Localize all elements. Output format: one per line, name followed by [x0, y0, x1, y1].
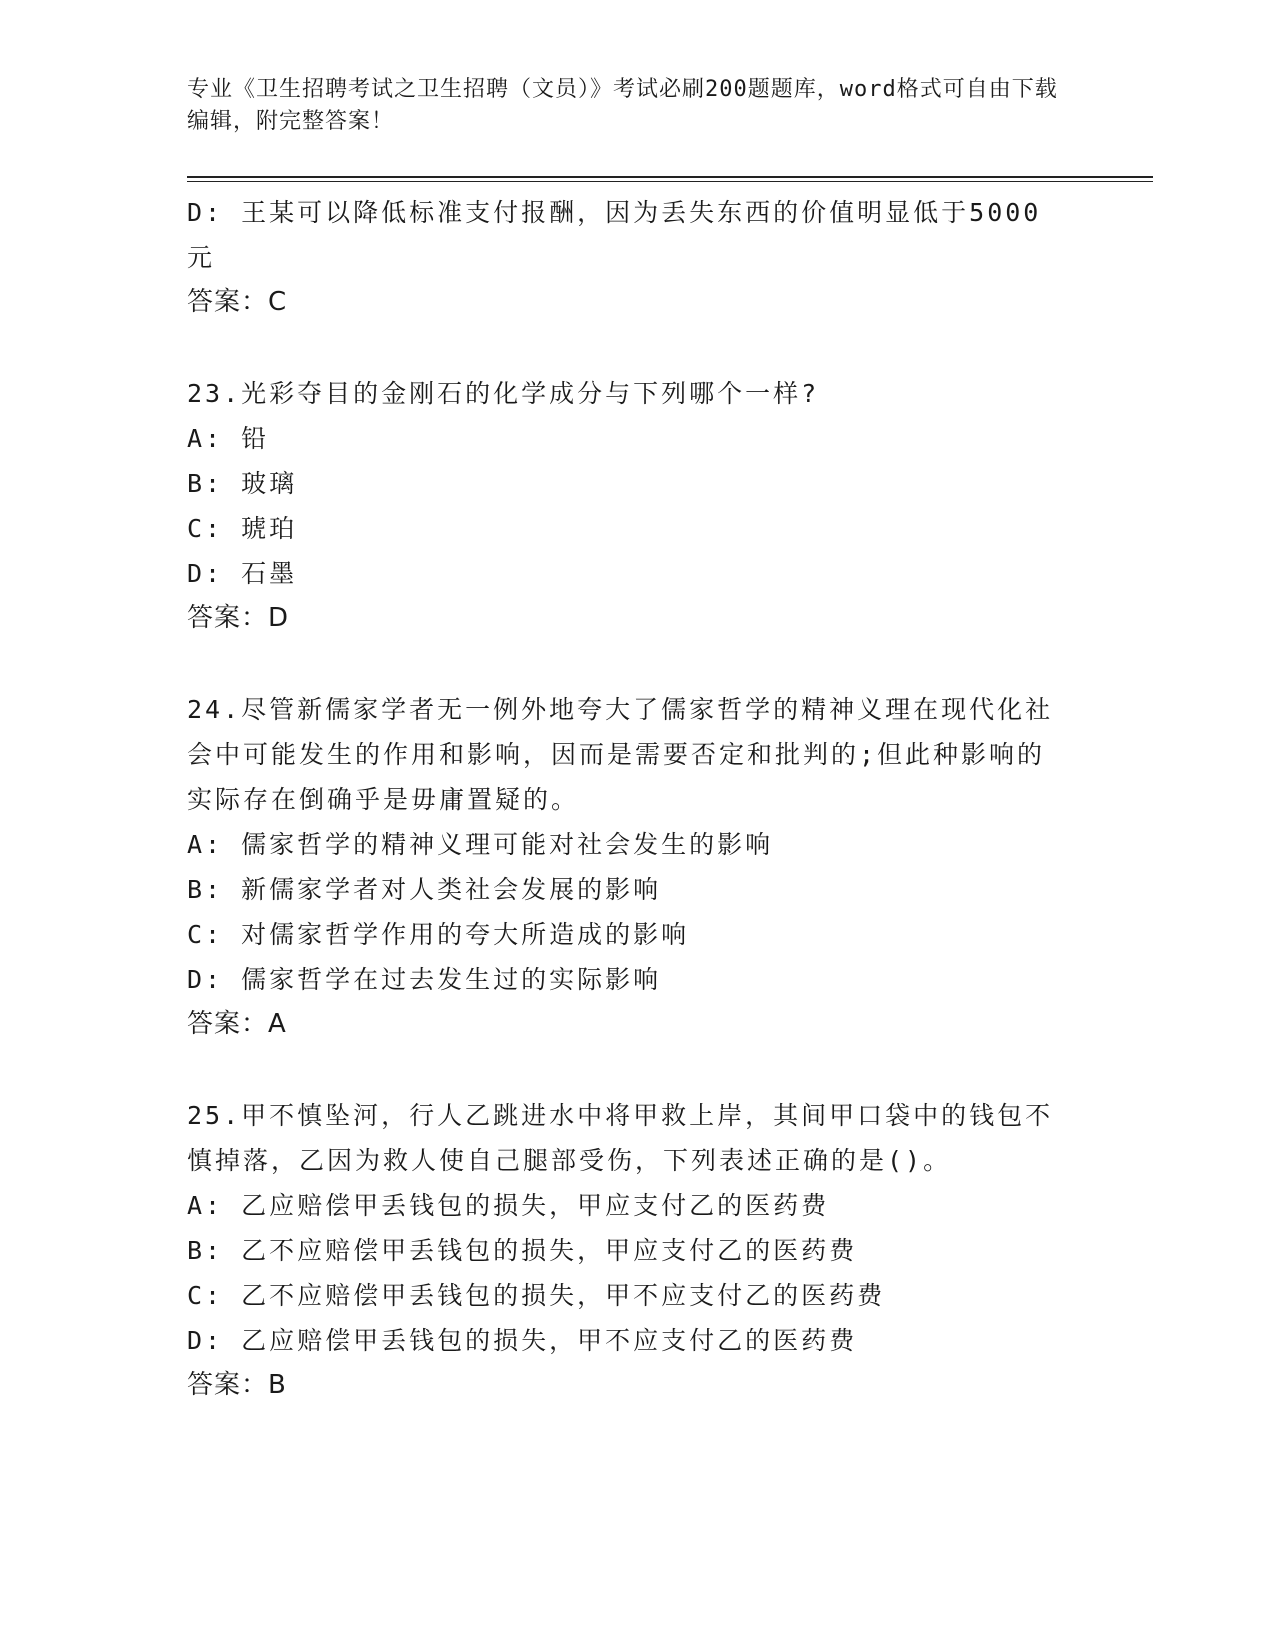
- spacer: [187, 641, 1087, 687]
- previous-question-tail: [187, 190, 1087, 325]
- option-b: B: 乙不应赔偿甲丢钱包的损失，甲应支付乙的医药费: [187, 1236, 858, 1265]
- document-header: 专业《卫生招聘考试之卫生招聘（文员）》考试必刷200题题库，word格式可自由下载编辑，附完整答案！: [187, 77, 1058, 134]
- header-rule: [187, 176, 1153, 182]
- question-stem: 23.光彩夺目的金刚石的化学成分与下列哪个一样?: [187, 379, 820, 408]
- option-a: A: 铅: [187, 424, 270, 453]
- spacer: [187, 1047, 1087, 1093]
- option-d: D: 儒家哲学在过去发生过的实际影响: [187, 965, 662, 994]
- question-stem: 实际存在倒确乎是毋庸置疑的。: [187, 785, 580, 814]
- answer: 答案：C: [187, 287, 288, 317]
- option-d: D: 王某可以降低标准支付报酬，因为丢失东西的价值明显低于5000: [187, 198, 1042, 227]
- question-content: [187, 190, 1087, 1408]
- question-stem: 25.甲不慎坠河，行人乙跳进水中将甲救上岸，其间甲口袋中的钱包不: [187, 1101, 1054, 1130]
- answer: 答案：B: [187, 1370, 287, 1400]
- question-23: [187, 371, 1087, 641]
- answer: 答案：A: [187, 1009, 287, 1039]
- question-25: [187, 1093, 1087, 1408]
- option-a: A: 儒家哲学的精神义理可能对社会发生的影响: [187, 830, 774, 859]
- question-stem: 会中可能发生的作用和影响，因而是需要否定和批判的;但此种影响的: [187, 740, 1046, 769]
- option-a: A: 乙应赔偿甲丢钱包的损失，甲应支付乙的医药费: [187, 1191, 830, 1220]
- option-b: B: 玻璃: [187, 469, 298, 498]
- spacer: [187, 325, 1087, 371]
- question-24: [187, 687, 1087, 1047]
- option-c: C: 乙不应赔偿甲丢钱包的损失，甲不应支付乙的医药费: [187, 1281, 886, 1310]
- option-b: B: 新儒家学者对人类社会发展的影响: [187, 875, 662, 904]
- option-d: D: 石墨: [187, 559, 298, 588]
- option-d: D: 乙应赔偿甲丢钱包的损失，甲不应支付乙的医药费: [187, 1326, 858, 1355]
- question-stem: 24.尽管新儒家学者无一例外地夸大了儒家哲学的精神义理在现代化社: [187, 695, 1054, 724]
- option-c: C: 对儒家哲学作用的夸大所造成的影响: [187, 920, 690, 949]
- option-d-continued: 元: [187, 243, 216, 272]
- question-stem: 慎掉落，乙因为救人使自己腿部受伤，下列表述正确的是()。: [187, 1146, 952, 1175]
- option-c: C: 琥珀: [187, 514, 298, 543]
- answer: 答案：D: [187, 603, 290, 633]
